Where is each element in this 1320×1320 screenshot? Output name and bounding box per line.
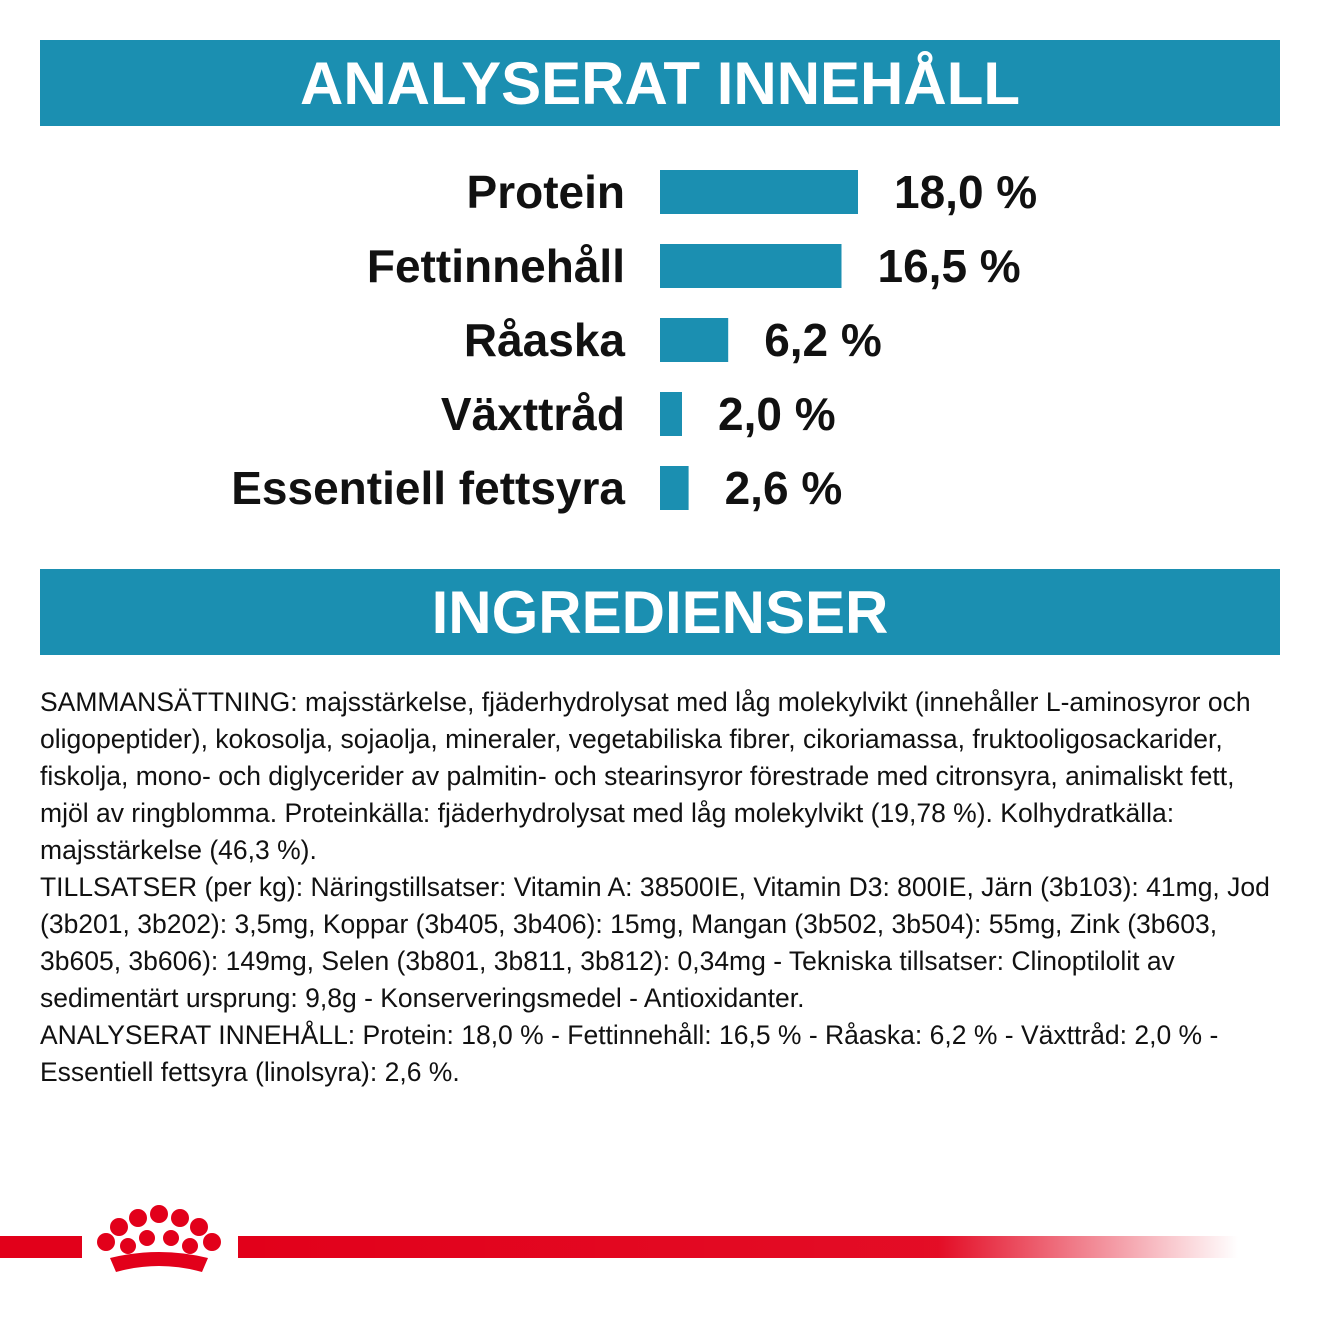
category-label: Växttråd — [440, 388, 625, 440]
composition-paragraph: SAMMANSÄTTNING: majsstärkelse, fjäderhydrolysat med låg molekylvikt (innehåller L-aminosyror och oligopeptider), kokosolja, sojaolja, mineraler, vegetabiliska fibrer, cikoriamassa, fruktooligosackarider, fiskolja, mono- och diglycerider av palmitin- och stearinsyror förestrade med citronsyra, animaliskt fett, mjöl av ringblomma. Proteinkälla: fjäderhydrolysat med låg molekylvikt (19,78 %). Kolhydratkälla: majsstärkelse (46,3 %). — [40, 687, 1251, 865]
value-label: 2,0 % — [718, 388, 836, 440]
analysis-header — [40, 40, 1280, 126]
ingredients-text — [40, 684, 1290, 1091]
value-label: 2,6 % — [724, 462, 843, 514]
value-label: 6,2 % — [764, 314, 882, 366]
category-label: Protein — [466, 166, 625, 218]
royal-canin-crown-icon — [84, 1200, 234, 1282]
ingredients-header — [40, 569, 1280, 655]
category-label: Fettinnehåll — [366, 240, 625, 292]
bar — [660, 244, 842, 288]
ingredients-title: INGREDIENSER — [431, 578, 889, 646]
brand-line-right — [238, 1236, 1238, 1258]
bar — [660, 392, 682, 436]
analysis-paragraph: ANALYSERAT INNEHÅLL: Protein: 18,0 % - Fettinnehåll: 16,5 % - Råaska: 6,2 % - Växttråd: 2,0 % - Essentiell fettsyra (linolsyra): 2,6 %. — [40, 1020, 1219, 1087]
brand-line-left — [0, 1236, 82, 1258]
category-label: Essentiell fettsyra — [231, 462, 625, 514]
value-label: 16,5 % — [877, 240, 1021, 292]
category-label: Råaska — [463, 314, 625, 366]
additives-paragraph: TILLSATSER (per kg): Näringstillsatser: Vitamin A: 38500IE, Vitamin D3: 800IE, Järn (3b103): 41mg, Jod (3b201, 3b202): 3,5mg, Koppar (3b405, 3b406): 15mg, Mangan (3b502, 3b504): 55mg, Zink (3b603, 3b605, 3b606): 149mg, Selen (3b801, 3b811, 3b812): 0,34mg - Tekniska tillsatser: Clinoptilolit av sedimentärt ursprung: 9,8g - Konserveringsmedel - Antioxidanter. — [40, 872, 1270, 1013]
bar — [660, 170, 858, 214]
bar — [660, 466, 689, 510]
bar — [660, 318, 728, 362]
nutrient-bar-chart — [0, 150, 1320, 530]
value-label: 18,0 % — [894, 166, 1038, 218]
analysis-title: ANALYSERAT INNEHÅLL — [299, 49, 1021, 117]
